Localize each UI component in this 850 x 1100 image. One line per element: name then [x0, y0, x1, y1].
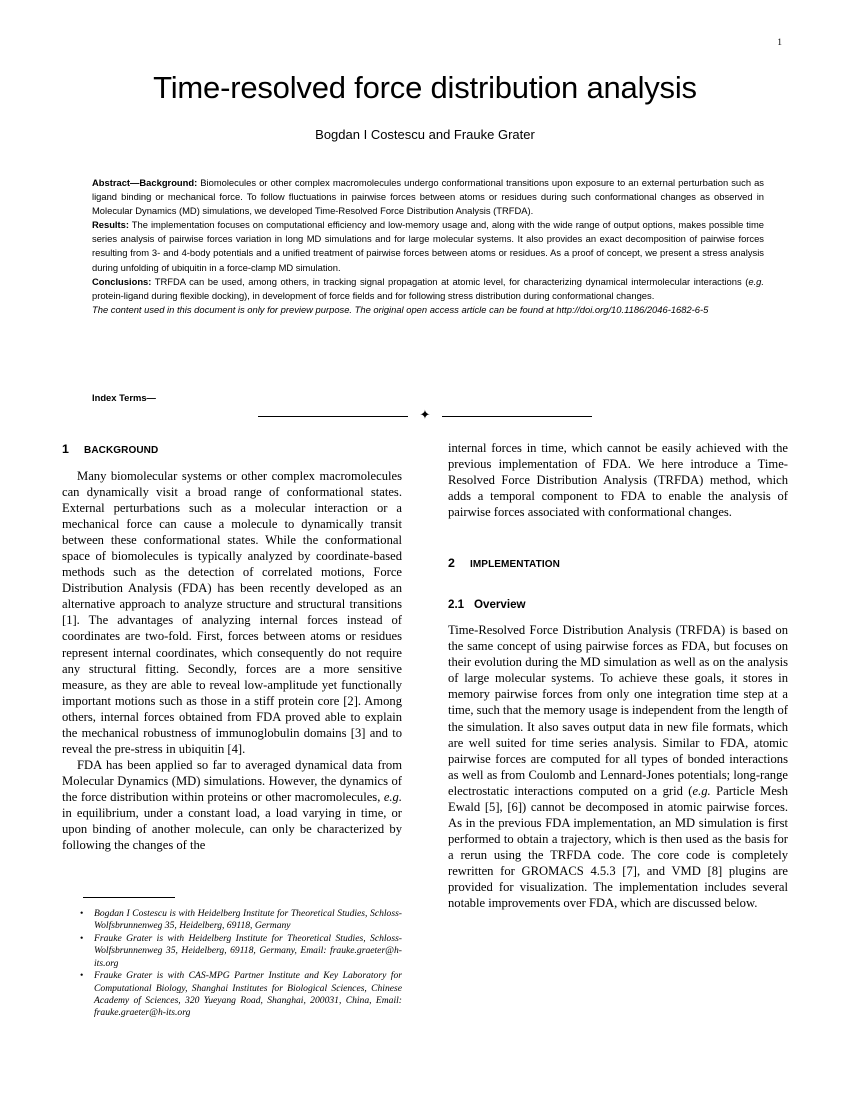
- divider-rule-right: [442, 416, 592, 417]
- index-terms: Index Terms—: [92, 392, 156, 403]
- implementation-paragraph-1-a: Time-Resolved Force Distribution Analysis (TRFDA) is based on the same concept of using pairwise forces as FDA, but focuses on their evolution during the MD simulation as well as on the analysis of large molecular systems. To achieve these goals, it stores in memory pairwise forces from only one integration time step at a time, such that the memory usage is independent from the length of the simulation. It also saves output data in new file formats, which are well suited for time series analysis. Similar to FDA, atomic pairwise forces are computed for all types of bonded interactions as well as from Coulomb and Lennard-Jones potentials; long-range electrostatic interactions computed on a grid (: [448, 623, 788, 798]
- list-item: • Frauke Grater is with CAS-MPG Partner Institute and Key Laboratory for Computational Biology, Shanghai Institutes for Biological Sciences, Chinese Academy of Sciences, 320 Yueyang Road, Shanghai, 200031, China, Email: frauke.graeter@h-its.org: [80, 970, 402, 1019]
- implementation-paragraph-1-b: Particle Mesh Ewald [5], [6]) cannot be decomposed in atomic pairwise forces. As in the previous FDA implementation, an MD simulation is first performed to obtain a trajectory, which is then used as the basis for a rerun using the TRFDA code. The core code is completely rewritten for GROMACS 4.5.3 [7], and VMD [8] plugins are provided for visualization. The implementation includes several notable improvements over FDA, which are discussed below.: [448, 783, 788, 911]
- page-number: 1: [777, 38, 782, 48]
- abstract-conclusions-text-1: TRFDA can be used, among others, in tracking signal propagation at atomic level, for characterizing dynamical intermolecular interactions (: [151, 275, 749, 287]
- author-list: Bogdan I Costescu and Frauke Grater: [315, 127, 535, 142]
- subsection-heading-overview: [448, 598, 788, 611]
- background-paragraph-2-eg: e.g.: [383, 789, 402, 804]
- abstract-background-text: Biomolecules or other complex macromolecules undergo conformational transitions upon exposure to an external perturbation such as ligand binding or mechanical force. To follow fluctuations in pairwise forces between atoms or residues during such conformational changes as observed in Molecular Dynamics (MD) simulations, we developed Time-Resolved Force Distribution Analysis (TRFDA).: [92, 177, 764, 217]
- subsection-number: 2.1: [448, 598, 465, 612]
- list-item: • Bogdan I Costescu is with Heidelberg Institute for Theoretical Studies, Schloss-Wolfsbrunnenweg 35, Heidelberg, 69118, Germany: [80, 908, 402, 933]
- section-number-1: 1: [62, 442, 69, 456]
- preview-notice: The content used in this document is only for preview purpose. The original open access article can be found at http://doi.org/10.1186/2046-1682-6-5: [92, 303, 709, 315]
- abstract-block: [92, 176, 764, 317]
- author-footnotes: [62, 897, 402, 1020]
- background-paragraph-1: Many biomolecular systems or other complex macromolecules can dynamically visit a broad range of conformational states. External perturbations such as a molecular interaction or a mechanical force can cause a molecule to dynamically transit between these conformational states. While the conformational space of biomolecules is typically analyzed by coordinate-based methods such as the detection of correlated motions, Force Distribution Analysis (FDA) has been recently developed as an alternative approach to analyze structure and structural transitions [1]. The advantages of analyzing internal forces instead of coordinates are two-fold. First, forces between atoms or residues represent internal coordinates, which consequently do not require any structural fitting. Secondly, forces are a more sensitive measure, as they are able to reveal low-amplitude yet functionally important motions such as those in a stiff protein core [2]. Among others, internal forces obtained from FDA proved able to explain the mechanical robustness of immunoglobulin domains [3] and to reveal the pre-stress in ubiquitin [4].: [62, 469, 402, 756]
- column-left: [62, 440, 402, 853]
- section-heading-background: [62, 440, 402, 456]
- abstract-results-text: The implementation focuses on computational efficiency and low-memory usage and, along with the wide range of output options, makes possible time series analysis of pairwise forces variation in long MD simulations and for large molecular systems. It also provides an exact decomposition of pairwise forces resulting from 3- and 4-body potentials and a unified treatment of pairwise forces between atoms or residues. As a proof of concept, we present a stress analysis during unfolding of ubiquitin in a force-clamp MD simulation.: [92, 219, 764, 273]
- section-number-2: 2: [448, 556, 455, 571]
- column-right: [448, 440, 788, 911]
- subsection-spacer: [448, 582, 788, 598]
- implementation-paragraph-1-eg: e.g.: [692, 783, 711, 798]
- abstract-conclusions-label: Conclusions:: [92, 275, 152, 287]
- abstract-conclusions: [92, 275, 764, 303]
- page-title: Time-resolved force distribution analysis: [153, 70, 697, 105]
- abstract-results: [92, 218, 764, 274]
- section-spacer: [448, 520, 788, 554]
- section-title-implementation: implementation: [470, 554, 560, 571]
- diamond-star-icon: ✦: [419, 408, 431, 423]
- footnote-list: [62, 908, 402, 1020]
- background-paragraph-2-b: in equilibrium, under a constant load, a load varying in time, or upon binding of another molecule, can only be characterized by following the changes of the: [62, 805, 402, 853]
- abstract-conclusions-text-2: protein-ligand during flexible docking), in development of force fields and for following stress distribution during conformational changes.: [92, 289, 655, 301]
- section-heading-implementation: [448, 554, 788, 570]
- subsection-title-overview: Overview: [474, 598, 526, 612]
- section-title-background: background: [84, 440, 159, 456]
- divider-rule-left: [258, 416, 408, 417]
- background-paragraph-2: [62, 757, 402, 853]
- background-paragraph-2-a: FDA has been applied so far to averaged dynamical data from Molecular Dynamics (MD) simulations. However, the dynamics of the force distribution within proteins or other macromolecules,: [62, 757, 402, 804]
- list-item: • Frauke Grater is with Heidelberg Institute for Theoretical Studies, Schloss-Wolfsbrunnenweg 35, Heidelberg, 69118, Germany, Email: frauke.graeter@h-its.org: [80, 933, 402, 970]
- ornament-divider: [0, 410, 850, 423]
- implementation-paragraph-1: [448, 622, 788, 911]
- background-paragraph-2-continued: internal forces in time, which cannot be easily achieved with the previous implementation of FDA. We here introduce a Time-Resolved Force Distribution Analysis (TRFDA) method, which adds a temporal component to FDA to enable the analysis of pairwise forces associated with conformational changes.: [448, 441, 788, 520]
- abstract-results-label: Results:: [92, 219, 129, 231]
- abstract-background: [92, 176, 764, 218]
- footnote-separator-rule: [83, 897, 175, 898]
- abstract-background-label: Abstract—Background:: [92, 177, 198, 188]
- abstract-conclusions-eg: e.g.: [748, 275, 764, 287]
